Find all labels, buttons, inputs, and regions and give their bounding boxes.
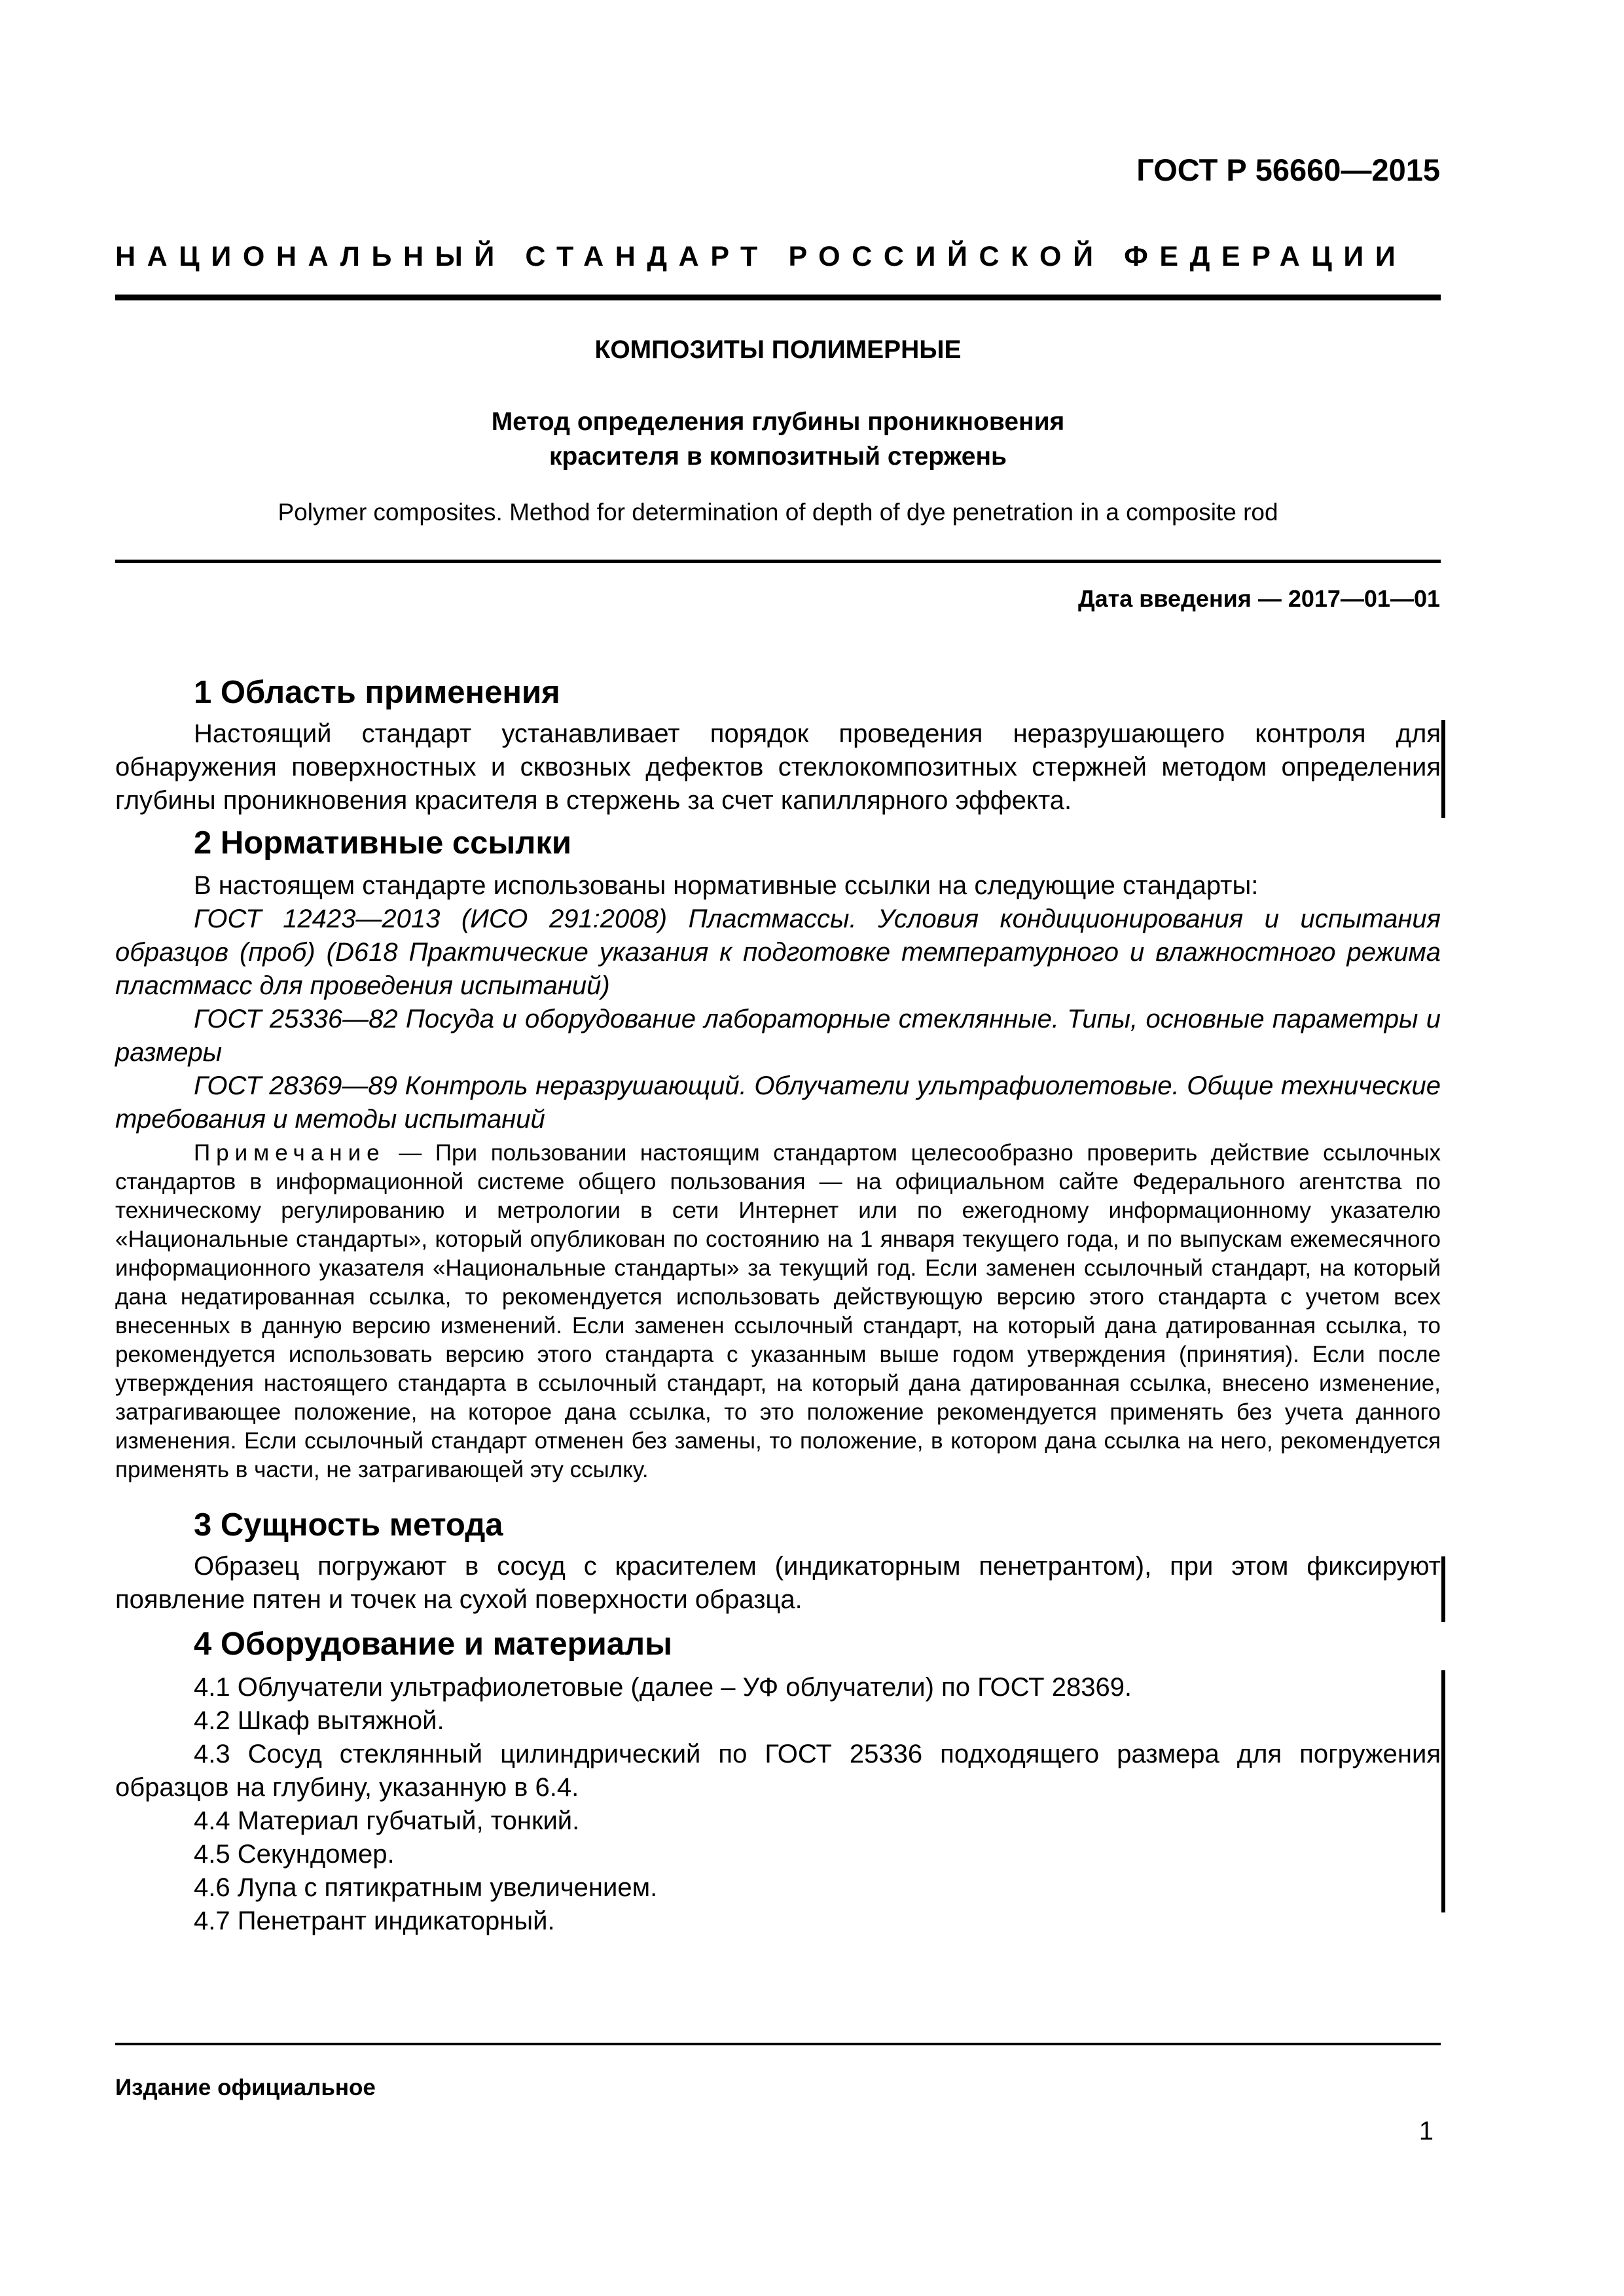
english-title: Polymer composites. Method for determination of depth of dye penetration in a composite rod — [278, 499, 1278, 526]
list-item: 4.3 Сосуд стеклянный цилиндрический по ГОСТ 25336 подходящего размера для погружения образцов на глубину, указанную в 6.4. — [115, 1740, 1441, 1802]
section-1-heading: 1 Область применения — [194, 675, 560, 710]
change-bar — [1441, 1670, 1445, 1912]
list-item: 4.7 Пенетрант индикаторный. — [194, 1907, 555, 1935]
document-title: КОМПОЗИТЫ ПОЛИМЕРНЫЕ — [594, 336, 962, 364]
document-subtitle — [115, 404, 1441, 474]
reference-gost-12423: ГОСТ 12423—2013 (ИСО 291:2008) Пластмассы. Условия кондиционирования и испытания образцов (проб) (D618 Практические указания к подготовке температурного и влажностного режима пластмасс для проведения испытаний) — [115, 905, 1441, 1000]
change-bar — [1441, 720, 1445, 818]
section-3-heading: 3 Сущность метода — [194, 1507, 503, 1543]
title-rule — [115, 560, 1441, 563]
equipment-list — [115, 1671, 1441, 1938]
list-item: 4.4 Материал губчатый, тонкий. — [194, 1806, 580, 1835]
edition-label: Издание официальное — [115, 2075, 376, 2100]
list-item: 4.6 Лупа с пятикратным увеличением. — [194, 1873, 658, 1902]
change-bar — [1441, 1556, 1445, 1622]
header-rule — [115, 295, 1441, 300]
standard-code: ГОСТ Р 56660—2015 — [1136, 152, 1440, 187]
reference-gost-28369: ГОСТ 28369—89 Контроль неразрушающий. Облучатели ультрафиолетовые. Общие технические требования и методы испытаний — [115, 1071, 1441, 1134]
list-item: 4.1 Облучатели ультрафиолетовые (далее – УФ облучатели) по ГОСТ 28369. — [194, 1673, 1132, 1702]
national-standard-banner: НАЦИОНАЛЬНЫЙ СТАНДАРТ РОССИЙСКОЙ ФЕДЕРАЦИИ — [115, 241, 1407, 272]
section-4-heading: 4 Оборудование и материалы — [194, 1626, 672, 1662]
reference-gost-25336: ГОСТ 25336—82 Посуда и оборудование лабораторные стеклянные. Типы, основные параметры и размеры — [115, 1005, 1441, 1067]
footer-rule — [115, 2043, 1441, 2045]
subtitle-line-2: красителя в композитный стержень — [549, 442, 1007, 471]
note-text: — При пользовании настоящим стандартом целесообразно проверить действие ссылочных стандартов в информационной системе общего пользования — на официальном сайте Федерального агентства по техническому регулированию и метрологии в сети Интернет или по ежегодному информационному указателю «Национальные стандарты», который опубликован по состоянию на 1 января текущего года, и по выпускам ежемесячного информационного указателя «Национальные стандарты» за текущий год. Если заменен ссылочный стандарт, на который дана недатированная ссылка, то рекомендуется использовать действующую версию этого стандарта с учетом всех внесенных в данную версию изменений. Если заменен ссылочный стандарт, на который дана датированная ссылка, то рекомендуется использовать версию этого стандарта с указанным выше годом утверждения (принятия). Если после утверждения настоящего стандарта в ссылочный стандарт, на который дана датированная ссылка, внесено изменение, затрагивающее положение, на которое дана ссылка, то это положение рекомендуется применять без учета данного изменения. Если ссылочный стандарт отменен без замены, то положение, в котором дана ссылка на него, рекомендуется применять в части, не затрагивающей эту ссылку. — [115, 1140, 1441, 1482]
note-label: Примечание — [194, 1140, 386, 1166]
section-2-intro: В настоящем стандарте использованы нормативные ссылки на следующие стандарты: — [194, 871, 1259, 900]
section-3-text: Образец погружают в сосуд с красителем (индикаторным пенетрантом), при этом фиксируют появление пятен и точек на сухой поверхности образца. — [115, 1552, 1441, 1614]
list-item: 4.2 Шкаф вытяжной. — [194, 1706, 444, 1735]
introduction-date: Дата введения — 2017—01—01 — [1077, 585, 1440, 612]
page-number: 1 — [1418, 2117, 1434, 2145]
subtitle-line-1: Метод определения глубины проникновения — [491, 408, 1065, 436]
section-2-note — [115, 1139, 1441, 1484]
list-item: 4.5 Секундомер. — [194, 1840, 395, 1869]
section-1-text: Настоящий стандарт устанавливает порядок проведения неразрушающего контроля для обнаружения поверхностных и сквозных дефектов стеклокомпозитных стержней методом определения глубины проникновения красителя в стержень за счет капиллярного эффекта. — [115, 719, 1441, 815]
section-2-heading: 2 Нормативные ссылки — [194, 825, 571, 861]
